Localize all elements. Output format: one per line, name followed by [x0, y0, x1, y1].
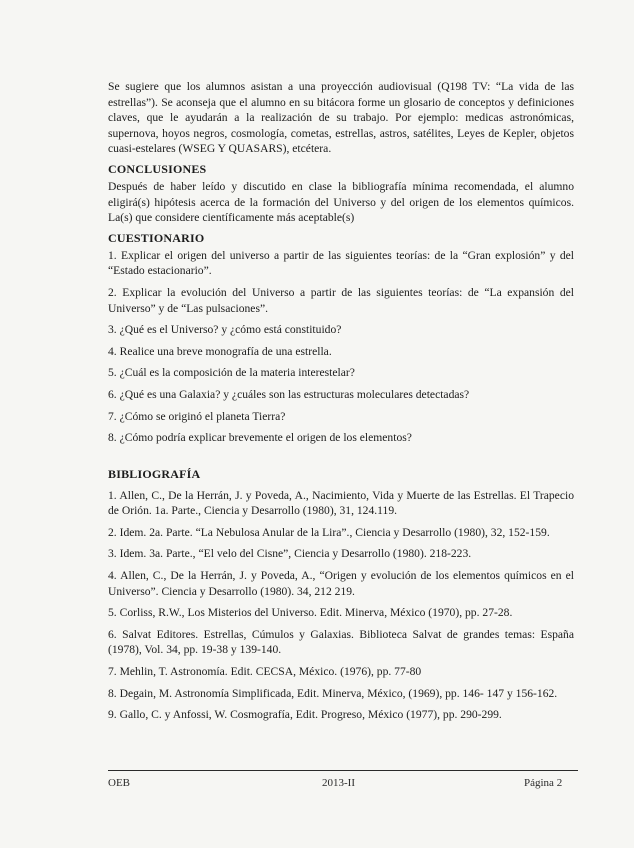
footer-divider: [108, 770, 578, 771]
bibliografia-list: [108, 488, 574, 723]
footer-center-text: 2013-II: [322, 777, 355, 789]
conclusiones-heading: CONCLUSIONES: [108, 161, 207, 176]
bibliography-item: 4. Allen, C., De la Herrán, J. y Poveda, A., “Origen y evolución de los elementos químicos en el Universo”. Ciencia y Desarrollo (1980). 34, 212 219.: [108, 569, 574, 598]
question-item: 8. ¿Cómo podría explicar brevemente el origen de los elementos?: [108, 431, 412, 445]
question-item: 4. Realice una breve monografía de una estrella.: [108, 344, 332, 358]
bibliography-item: 6. Salvat Editores. Estrellas, Cúmulos y Galaxias. Biblioteca Salvat de grandes temas: España (1978), Vol. 34, pp. 19-38 y 139-140.: [108, 627, 574, 657]
question-item: 6. ¿Qué es una Galaxia? y ¿cuáles son las estructuras moleculares detectadas?: [108, 387, 470, 401]
bibliography-item: 8. Degain, M. Astronomía Simplificada, Edit. Minerva, México, (1969), pp. 146- 147 y 156-162.: [108, 686, 558, 700]
footer-left-text: OEB: [108, 777, 130, 789]
bibliography-item: 5. Corliss, R.W., Los Misterios del Universo. Edit. Minerva, México (1970), pp. 27-28.: [108, 606, 513, 620]
page-content: [108, 79, 574, 729]
question-item: 7. ¿Cómo se originó el planeta Tierra?: [108, 409, 286, 423]
intro-paragraph: Se sugiere que los alumnos asistan a una proyección audiovisual (Q198 TV: “La vida de las estrellas”). Se aconseja que el alumno en su bitácora forme un glosario de conceptos y definiciones claves, que le ayudarán a la realización de su trabajo. Por ejemplo: medicas astronómicas, supernova, hoyos negros, cosmología, cometas, estrellas, astros, satélites, Leyes de Kepler, objetos cuasi-estelares (WSEG Y QUASARS), etcétera.: [108, 80, 574, 156]
bibliografia-heading: BIBLIOGRAFÍA: [108, 466, 201, 481]
question-item: 3. ¿Qué es el Universo? y ¿cómo está constituido?: [108, 323, 342, 337]
footer-page-number: Página 2: [524, 777, 563, 789]
cuestionario-heading: CUESTIONARIO: [108, 230, 205, 245]
bibliography-item: 1. Allen, C., De la Herrán, J. y Poveda, A., Nacimiento, Vida y Muerte de las Estrellas. El Trapecio de Orión. 1a. Parte., Ciencia y Desarrollo (1980), 31, 124.119.: [108, 488, 574, 518]
conclusiones-paragraph: Después de haber leído y discutido en clase la bibliografía mínima recomendada, el alumno eligirá(s) hipótesis acerca de la formación del Universo y del origen de los elementos químicos. La(s) que considere científicamente más aceptable(s): [108, 179, 574, 225]
question-item: 5. ¿Cuál es la composición de la materia interestelar?: [108, 366, 355, 380]
bibliography-item: 7. Mehlin, T. Astronomía. Edit. CECSA, México. (1976), pp. 77-80: [108, 665, 422, 679]
question-item: 1. Explicar el origen del universo a partir de las siguientes teorías: de la “Gran explosión” y del “Estado estacionario”.: [108, 248, 574, 278]
question-item: 2. Explicar la evolución del Universo a partir de las siguientes teorías: de “La expansión del Universo” y de “Las pulsaciones”.: [108, 285, 574, 315]
cuestionario-list: [108, 248, 574, 446]
bibliography-item: 9. Gallo, C. y Anfossi, W. Cosmografía, Edit. Progreso, México (1977), pp. 290-299.: [108, 708, 502, 722]
bibliography-item: 3. Idem. 3a. Parte., “El velo del Cisne”, Ciencia y Desarrollo (1980). 218-223.: [108, 547, 472, 561]
bibliography-item: 2. Idem. 2a. Parte. “La Nebulosa Anular de la Lira”., Ciencia y Desarrollo (1980), 32, 152-159.: [108, 525, 550, 539]
